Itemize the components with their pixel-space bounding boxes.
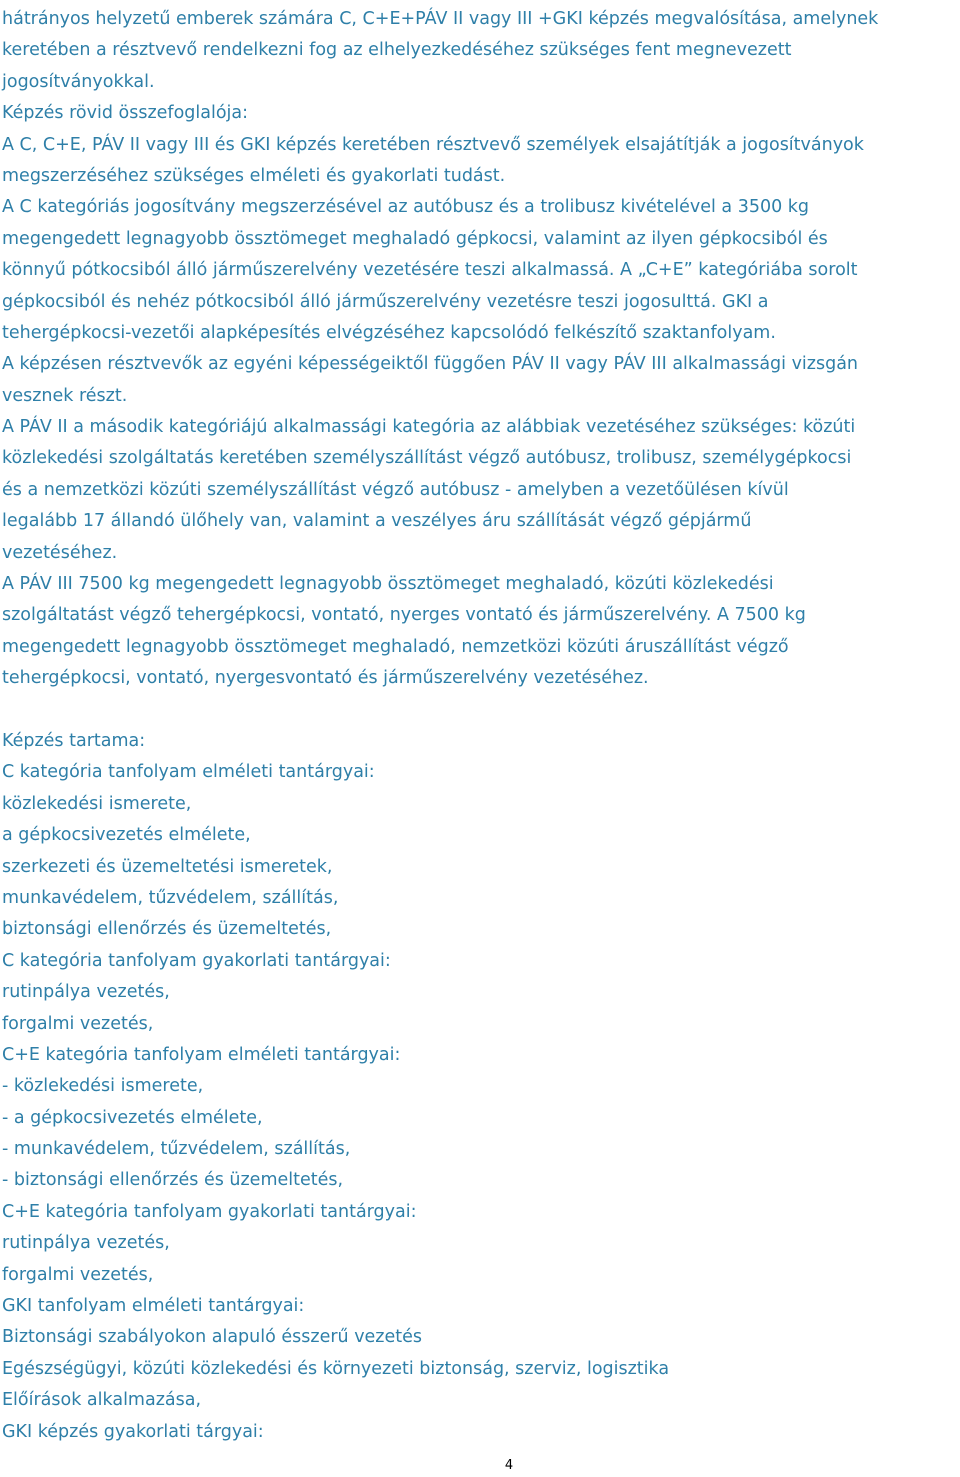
list-item: közlekedési ismerete, — [2, 793, 192, 814]
list-item: rutinpálya vezetés, — [2, 982, 170, 1003]
subheading-ce-practice: C+E kategória tanfolyam gyakorlati tantárgyai: — [2, 1201, 417, 1222]
page-number: 4 — [504, 1458, 514, 1473]
text-line: A C kategóriás jogosítvány megszerzésével az autóbusz és a trolibusz kivételével a 3500 kg — [2, 197, 810, 218]
text-line: vezetéséhez. — [2, 542, 118, 563]
list-item: Biztonsági szabályokon alapuló ésszerű vezetés — [2, 1327, 423, 1348]
list-item: Egészségügyi, közúti közlekedési és környezeti biztonság, szerviz, logisztika — [2, 1358, 670, 1379]
text-line: megengedett legnagyobb össztömeget meghaladó, nemzetközi közúti áruszállítást végző — [2, 636, 789, 657]
list-item: a gépkocsivezetés elmélete, — [2, 825, 251, 846]
list-item: Előírások alkalmazása, — [2, 1390, 202, 1411]
text-line: keretében a résztvevő rendelkezni fog az elhelyezkedéséhez szükséges fent megnevezett — [2, 40, 792, 61]
duration-section — [2, 726, 958, 1448]
text-line: tehergépkocsi-vezetői alapképesítés elvégzéséhez kapcsolódó felkészítő szaktanfolyam. — [2, 322, 776, 343]
paragraph-spacer — [2, 695, 958, 726]
list-item: biztonsági ellenőrzés és üzemeltetés, — [2, 919, 332, 940]
list-item: forgalmi vezetés, — [2, 1264, 154, 1285]
document-body — [2, 4, 958, 1448]
list-item: - biztonsági ellenőrzés és üzemeltetés, — [2, 1170, 344, 1191]
text-line: megszerzéséhez szükséges elméleti és gyakorlati tudást. — [2, 165, 506, 186]
text-line: és a nemzetközi közúti személyszállítást végző autóbusz - amelyben a vezetőülésen kívül — [2, 479, 789, 500]
text-line: megengedett legnagyobb össztömeget meghaladó gépkocsi, valamint az ilyen gépkocsiból és — [2, 228, 828, 249]
list-item: - munkavédelem, tűzvédelem, szállítás, — [2, 1139, 351, 1160]
text-line: közlekedési szolgáltatás keretében személyszállítást végző autóbusz, trolibusz, személygépkocsi — [2, 448, 852, 469]
text-line: legalább 17 állandó ülőhely van, valamint a veszélyes áru szállítását végző gépjármű — [2, 511, 752, 532]
text-line: A képzésen résztvevők az egyéni képességeiktől függően PÁV II vagy PÁV III alkalmassági vizsgán — [2, 354, 859, 375]
text-line: hátrányos helyzetű emberek számára C, C+E+PÁV II vagy III +GKI képzés megvalósítása, amelynek — [2, 9, 879, 29]
subheading-c-practice: C kategória tanfolyam gyakorlati tantárgyai: — [2, 950, 391, 971]
text-line: gépkocsiból és nehéz pótkocsiból álló járműszerelvény vezetésre teszi jogosulttá. GKI a — [2, 291, 769, 312]
text-line: könnyű pótkocsiból álló járműszerelvény vezetésére teszi alkalmassá. A „C+E” kategóriába sorolt — [2, 260, 858, 281]
list-item: szerkezeti és üzemeltetési ismeretek, — [2, 856, 333, 877]
text-line: vesznek részt. — [2, 385, 128, 406]
list-item: rutinpálya vezetés, — [2, 1233, 170, 1254]
subheading-ce-theory: C+E kategória tanfolyam elméleti tantárgyai: — [2, 1044, 401, 1065]
subheading-gki-practice: GKI képzés gyakorlati tárgyai: — [2, 1421, 264, 1442]
subheading-gki-theory: GKI tanfolyam elméleti tantárgyai: — [2, 1296, 305, 1317]
text-line: A PÁV III 7500 kg megengedett legnagyobb össztömeget meghaladó, közúti közlekedési — [2, 574, 774, 595]
list-item: - a gépkocsivezetés elmélete, — [2, 1107, 263, 1128]
list-item: munkavédelem, tűzvédelem, szállítás, — [2, 887, 339, 908]
text-line: A PÁV II a második kategóriájú alkalmassági kategória az alábbiak vezetéséhez szükséges: közúti — [2, 417, 856, 438]
list-item: - közlekedési ismerete, — [2, 1076, 204, 1097]
intro-section — [2, 4, 958, 695]
text-line: szolgáltatást végző tehergépkocsi, vontató, nyerges vontató és járműszerelvény. A 7500 kg — [2, 605, 806, 626]
list-item: forgalmi vezetés, — [2, 1013, 154, 1034]
subheading-c-theory: C kategória tanfolyam elméleti tantárgyai: — [2, 762, 375, 783]
text-line: tehergépkocsi, vontató, nyergesvontató és járműszerelvény vezetéséhez. — [2, 668, 649, 689]
section-heading-summary: Képzés rövid összefoglalója: — [2, 103, 249, 124]
text-line: jogosítványokkal. — [2, 71, 155, 92]
text-line: A C, C+E, PÁV II vagy III és GKI képzés keretében résztvevő személyek elsajátítják a jogosítványok — [2, 134, 864, 155]
section-heading-duration: Képzés tartama: — [2, 730, 146, 751]
